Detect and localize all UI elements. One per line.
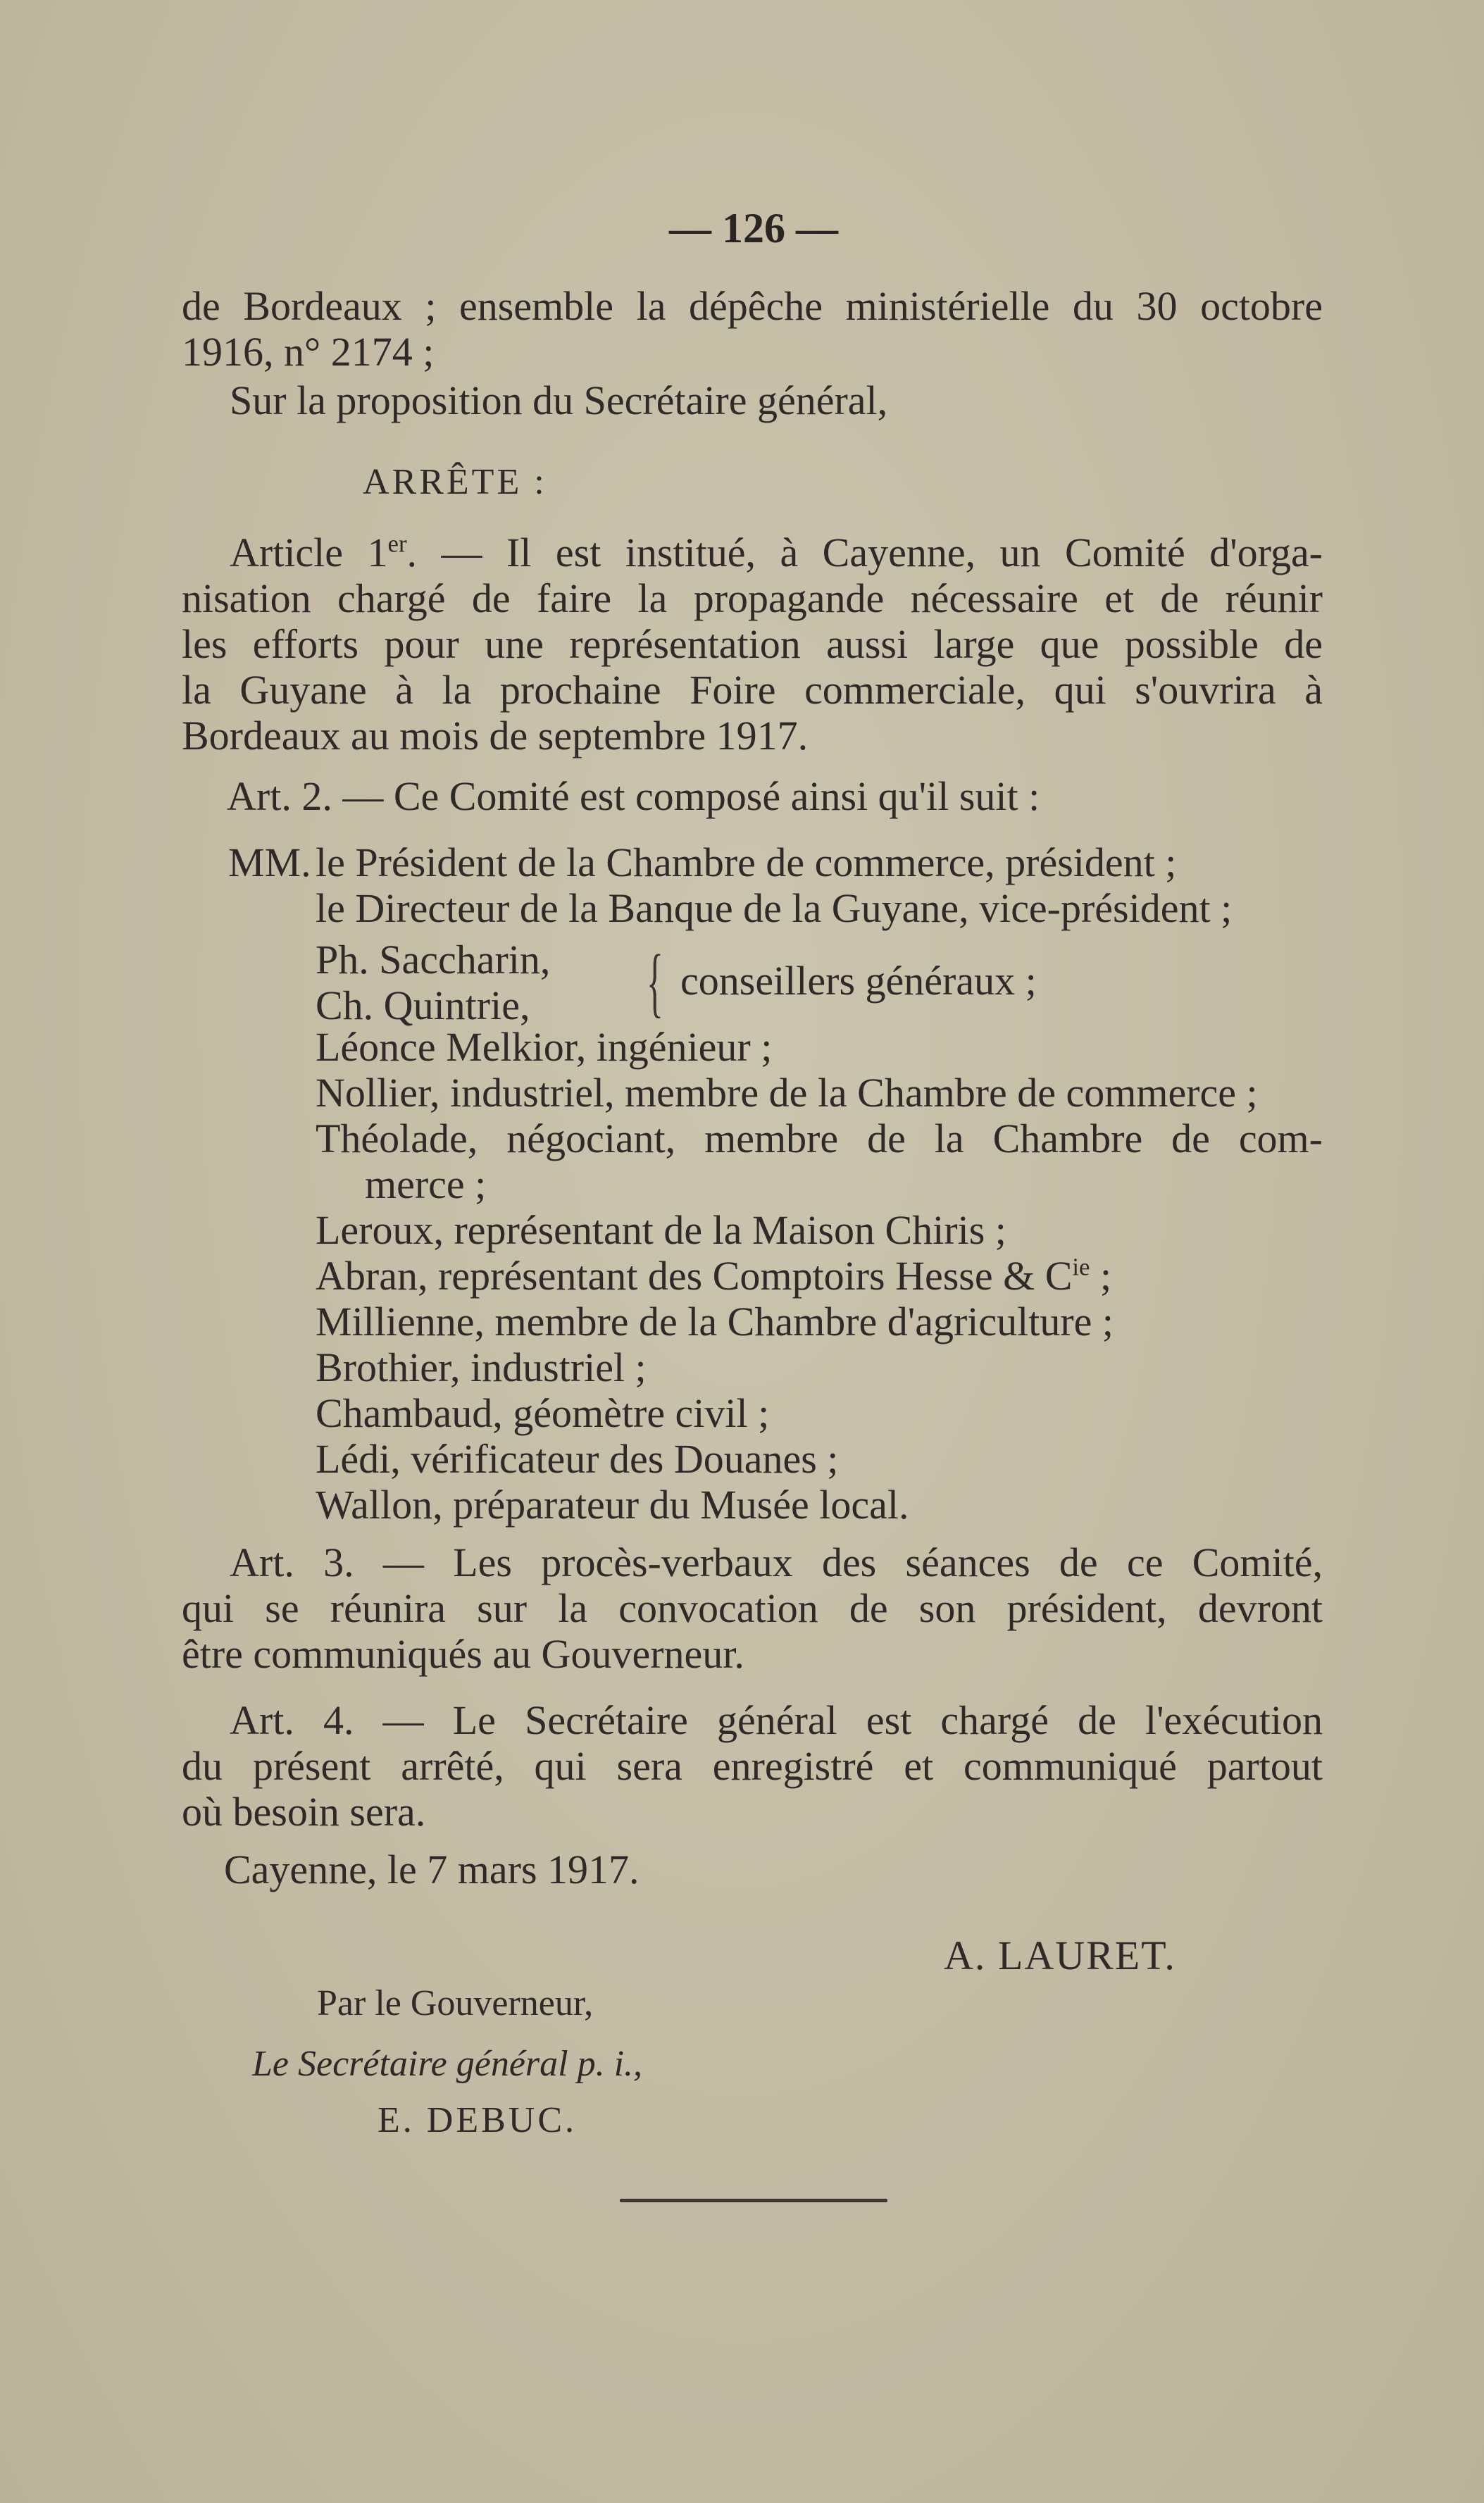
article-3	[182, 1540, 1323, 1677]
article-1-line-2: nisation chargé de faire la propagande nécessaire et de réunir	[182, 575, 1323, 621]
member-melkior: Léonce Melkior, ingénieur ;	[316, 1024, 773, 1070]
signature-debuc: E. DEBUC.	[378, 2100, 577, 2140]
member-leroux: Leroux, représentant de la Maison Chiris ;	[316, 1207, 1006, 1253]
member-list-bottom	[316, 1024, 1323, 1528]
member-president: le Président de la Chambre de commerce, président ;	[316, 839, 1177, 885]
article-1	[182, 530, 1323, 759]
member-conseillers-role: conseillers généraux ;	[680, 958, 1037, 1004]
page-number: — 126 —	[669, 205, 838, 251]
date-line: Cayenne, le 7 mars 1917.	[224, 1847, 640, 1892]
member-theolade-cont: merce ;	[365, 1161, 487, 1207]
member-quintrie: Ch. Quintrie,	[316, 982, 530, 1028]
article-1-label-sup: er	[387, 530, 407, 558]
article-2	[227, 773, 1368, 819]
article-1-line-5: Bordeaux au mois de septembre 1917.	[182, 713, 809, 759]
article-3-line-3: être communiqués au Gouverneur.	[182, 1631, 744, 1677]
member-directeur: le Directeur de la Banque de la Guyane, vice-président ;	[316, 885, 1233, 931]
member-saccharin: Ph. Saccharin,	[316, 937, 551, 982]
member-abran	[316, 1253, 1323, 1299]
signature-lauret: A. LAURET.	[944, 1933, 1176, 1978]
article-3-line-2: qui se réunira sur la convocation de son président, devront	[182, 1585, 1323, 1631]
article-1-line-3: les efforts pour une représentation aussi large que possible de	[182, 621, 1323, 667]
article-2-line: Art. 2. — Ce Comité est composé ainsi qu'il suit :	[227, 773, 1040, 819]
article-1-line-4: la Guyane à la prochaine Foire commerciale, qui s'ouvrira à	[182, 667, 1323, 713]
member-brothier: Brothier, industriel ;	[316, 1344, 647, 1390]
member-theolade: Théolade, négociant, membre de la Chambre de com-	[316, 1116, 1323, 1161]
article-1-text-1: . — Il est institué, à Cayenne, un Comité d'orga-	[406, 530, 1323, 575]
closing-rule	[620, 2199, 887, 2202]
intro-line-3: Sur la proposition du Secrétaire général,	[230, 377, 888, 423]
member-nollier: Nollier, industriel, membre de la Chambre de commerce ;	[316, 1070, 1258, 1116]
article-1-label: Article 1	[230, 530, 388, 575]
member-chambaud: Chambaud, géomètre civil ;	[316, 1390, 770, 1436]
article-4-line-3: où besoin sera.	[182, 1789, 426, 1835]
article-4-line-2: du présent arrêté, qui sera enregistré et communiqué partout	[182, 1743, 1323, 1789]
intro-paragraph	[182, 283, 1323, 423]
article-1-line-1	[182, 530, 1323, 575]
member-wallon: Wallon, préparateur du Musée local.	[316, 1482, 909, 1528]
par-le-gouverneur: Par le Gouverneur,	[317, 1983, 594, 2023]
member-abran-sup: ie	[1072, 1253, 1090, 1281]
article-4	[182, 1697, 1323, 1835]
member-ledi: Lédi, vérificateur des Douanes ;	[316, 1436, 839, 1482]
arrete-heading: ARRÊTE :	[363, 462, 547, 502]
member-abran-text: Abran, représentant des Comptoirs Hesse & C	[316, 1253, 1073, 1299]
article-4-line-1: Art. 4. — Le Secrétaire général est chargé de l'exécution	[230, 1697, 1323, 1743]
member-abran-end: ;	[1090, 1253, 1112, 1299]
member-conseillers	[316, 937, 1090, 1028]
members-prefix: MM.	[228, 839, 311, 885]
intro-line-2: 1916, n° 2174 ;	[182, 329, 435, 375]
brace-icon: {	[647, 939, 663, 1025]
article-3-line-1: Art. 3. — Les procès-verbaux des séances de ce Comité,	[230, 1540, 1323, 1585]
secretaire-title: Le Secrétaire général p. i.,	[252, 2044, 643, 2084]
member-list-top	[316, 839, 1323, 931]
intro-line-1: de Bordeaux ; ensemble la dépêche ministérielle du 30 octobre	[182, 283, 1323, 329]
member-millienne: Millienne, membre de la Chambre d'agriculture ;	[316, 1299, 1114, 1344]
